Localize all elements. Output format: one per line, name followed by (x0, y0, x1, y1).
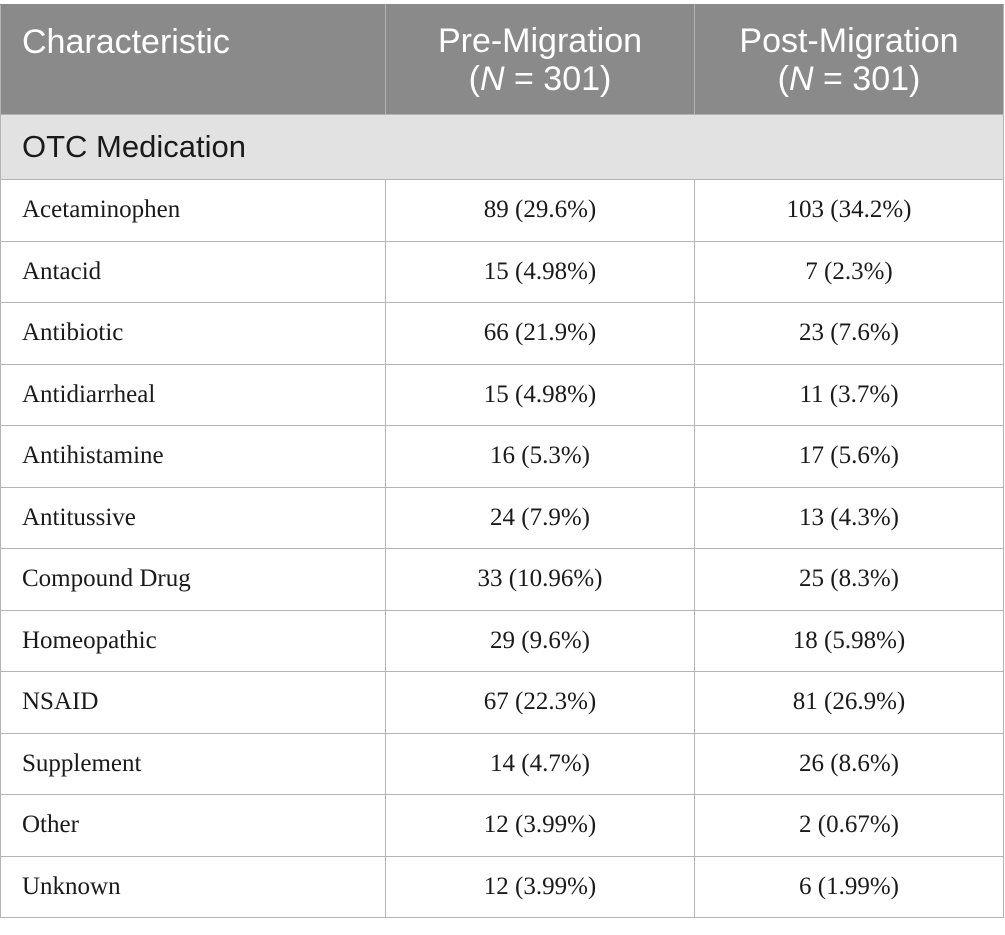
row-pre-migration: 89 (29.6%) (386, 180, 695, 242)
row-post-migration: 23 (7.6%) (695, 303, 1004, 365)
row-post-migration: 17 (5.6%) (695, 426, 1004, 488)
header-pre-migration (386, 5, 695, 115)
row-post-migration: 7 (2.3%) (695, 241, 1004, 303)
row-name: Homeopathic (1, 610, 386, 672)
section-label: OTC Medication (1, 115, 1004, 180)
header-post-n: N (788, 59, 814, 98)
table-row (1, 610, 1004, 672)
row-name: NSAID (1, 672, 386, 734)
table-row (1, 856, 1004, 918)
header-pre-open: ( (468, 59, 480, 98)
row-post-migration: 2 (0.67%) (695, 795, 1004, 857)
header-post-count: = 301) (813, 59, 921, 98)
header-characteristic: Characteristic (1, 5, 386, 115)
table-row (1, 180, 1004, 242)
row-pre-migration: 33 (10.96%) (386, 549, 695, 611)
header-pre-count: = 301) (504, 59, 612, 98)
row-pre-migration: 15 (4.98%) (386, 241, 695, 303)
row-name: Other (1, 795, 386, 857)
row-pre-migration: 12 (3.99%) (386, 795, 695, 857)
row-name: Antibiotic (1, 303, 386, 365)
table-header (1, 5, 1004, 115)
row-pre-migration: 15 (4.98%) (386, 364, 695, 426)
row-name: Supplement (1, 733, 386, 795)
row-name: Acetaminophen (1, 180, 386, 242)
row-post-migration: 103 (34.2%) (695, 180, 1004, 242)
row-post-migration: 25 (8.3%) (695, 549, 1004, 611)
header-pre-n: N (479, 59, 505, 98)
otc-medication-table (0, 4, 1004, 918)
header-post-open: ( (777, 59, 789, 98)
row-name: Antihistamine (1, 426, 386, 488)
row-post-migration: 13 (4.3%) (695, 487, 1004, 549)
table-row (1, 733, 1004, 795)
header-post-migration (695, 5, 1004, 115)
table-body (1, 115, 1004, 918)
row-pre-migration: 29 (9.6%) (386, 610, 695, 672)
row-post-migration: 11 (3.7%) (695, 364, 1004, 426)
header-pre-migration-label: Pre-Migration (437, 21, 643, 60)
row-post-migration: 18 (5.98%) (695, 610, 1004, 672)
row-pre-migration: 66 (21.9%) (386, 303, 695, 365)
row-name: Antidiarrheal (1, 364, 386, 426)
row-pre-migration: 67 (22.3%) (386, 672, 695, 734)
table-row (1, 241, 1004, 303)
table-row (1, 672, 1004, 734)
table-row (1, 364, 1004, 426)
row-post-migration: 81 (26.9%) (695, 672, 1004, 734)
table-row (1, 426, 1004, 488)
row-name: Unknown (1, 856, 386, 918)
header-post-migration-label: Post-Migration (739, 21, 959, 60)
section-row (1, 115, 1004, 180)
row-name: Antitussive (1, 487, 386, 549)
header-row (1, 5, 1004, 115)
row-post-migration: 6 (1.99%) (695, 856, 1004, 918)
table-row (1, 303, 1004, 365)
row-pre-migration: 12 (3.99%) (386, 856, 695, 918)
table-row (1, 549, 1004, 611)
table-row (1, 487, 1004, 549)
row-name: Antacid (1, 241, 386, 303)
row-name: Compound Drug (1, 549, 386, 611)
table-row (1, 795, 1004, 857)
row-pre-migration: 24 (7.9%) (386, 487, 695, 549)
row-post-migration: 26 (8.6%) (695, 733, 1004, 795)
row-pre-migration: 16 (5.3%) (386, 426, 695, 488)
row-pre-migration: 14 (4.7%) (386, 733, 695, 795)
